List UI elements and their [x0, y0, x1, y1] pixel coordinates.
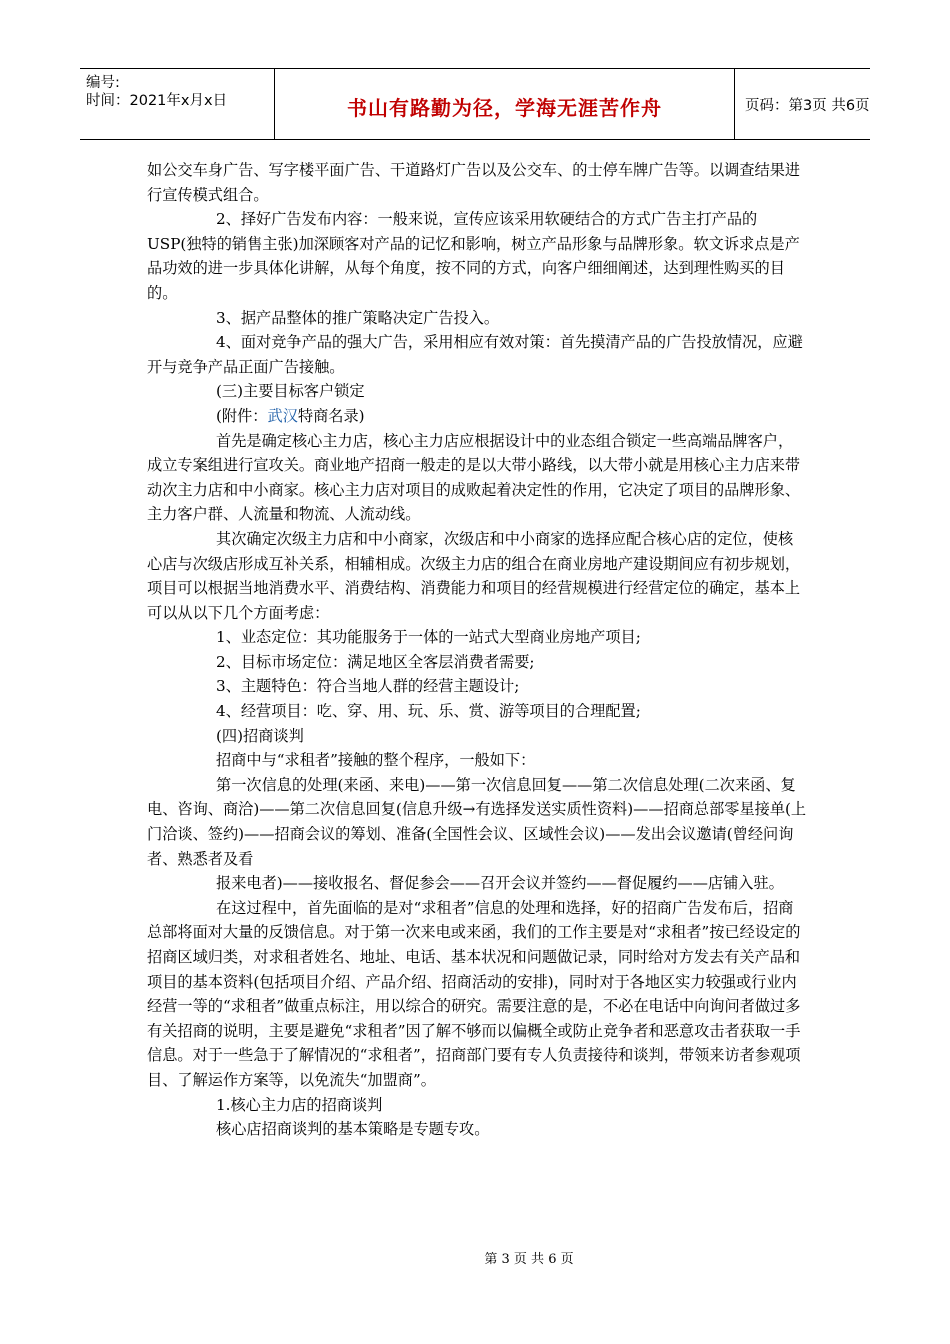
- paragraph: 2、择好广告发布内容：一般来说，宣传应该采用软硬结合的方式广告主打产品的USP(独特的销售主张)加深顾客对产品的记忆和影响，树立产品形象与品牌形象。软文诉求点是产品功效的进一步具体化讲解，从每个角度，按不同的方式，向客户细细阐述，达到理性购买的目的。: [147, 210, 800, 302]
- section-heading: 1.核心主力店的招商谈判: [216, 1095, 383, 1114]
- header-motto: 书山有路勤为径，学海无涯苦作舟: [347, 96, 662, 120]
- paragraph: 第一次信息的处理(来函、来电)——第一次信息回复——第二次信息处理(二次来函、复电、咨询、商洽)——第二次信息回复(信息升级→有选择发送实质性资料)——招商总部零星接单(上门洽谈、签约)——招商会议的筹划、准备(全国性会议、区域性会议)——发出会议邀请(曾经问询者、熟悉者及看: [147, 775, 807, 868]
- paragraph: 招商中与“求租者”接触的整个程序，一般如下：: [216, 751, 536, 770]
- paragraph: 报来电者)——接收报名、督促参会——召开会议并签约——督促履约——店铺入驻。: [216, 874, 784, 893]
- header-motto-cell: [275, 69, 735, 139]
- page-footer: [0, 1248, 950, 1267]
- document-body: [147, 158, 807, 1142]
- list-item: 3、主题特色：符合当地人群的经营主题设计;: [216, 677, 520, 696]
- section-heading: (四)招商谈判: [216, 726, 304, 745]
- paragraph: 核心店招商谈判的基本策略是专题专攻。: [216, 1120, 490, 1139]
- header-page-number: 页码：第3页 共6页: [745, 98, 870, 114]
- footer-page-number: 第 3 页 共 6 页: [484, 1252, 574, 1267]
- attachment-note: [147, 404, 807, 429]
- attachment-prefix: (附件：: [216, 406, 268, 425]
- paragraph: 首先是确定核心主力店，核心主力店应根据设计中的业态组合锁定一些高端品牌客户，成立专案组进行宣攻关。商业地产招商一般走的是以大带小路线，以大带小就是用核心主力店来带动次主力店和中小商家。核心主力店对项目的成败起着决定性的作用，它决定了项目的品牌形象、主力客户群、人流量和物流、人流动线。: [147, 431, 801, 524]
- paragraph: 其次确定次级主力店和中小商家，次级店和中小商家的选择应配合核心店的定位，使核心店与次级店形成互补关系，相辅相成。次级主力店的组合在商业房地产建设期间应有初步规划，项目可以根据当地消费水平、消费结构、消费能力和项目的经营规模进行经营定位的确定，基本上可以从以下几个方面考虑：: [147, 529, 801, 622]
- section-heading: (三)主要目标客户锁定: [216, 382, 365, 401]
- paragraph: 4、面对竞争产品的强大广告，采用相应有效对策：首先摸清产品的广告投放情况，应避开与竞争产品正面广告接触。: [147, 333, 803, 376]
- paragraph: 在这过程中，首先面临的是对“求租者”信息的处理和选择，好的招商广告发布后，招商总部将面对大量的反馈信息。对于第一次来电或来函，我们的工作主要是对“求租者”按已经设定的招商区域归类，对求租者姓名、地址、电话、基本状况和问题做记录，同时给对方发去有关产品和项目的基本资料(包括项目介绍、产品介绍、招商活动的安排)，同时对于各地区实力较强或行业内经营一等的“求租者”做重点标注，用以综合的研究。需要注意的是，不必在电话中向询问者做过多有关招商的说明，主要是避免“求租者”因了解不够而以偏概全或防止竞争者和恶意攻击者获取一手信息。对于一些急于了解情况的“求租者”，招商部门要有专人负责接待和谈判，带领来访者参观项目、了解运作方案等，以免流失“加盟商”。: [147, 898, 801, 1089]
- attachment-suffix: 特商名录): [297, 406, 365, 425]
- list-item: 4、经营项目：吃、穿、用、玩、乐、赏、游等项目的合理配置;: [216, 702, 641, 721]
- paragraph: 3、据产品整体的推广策略决定广告投入。: [216, 308, 500, 327]
- list-item: 1、业态定位：其功能服务于一体的一站式大型商业房地产项目;: [216, 628, 641, 647]
- document-date: 时间：2021年x月x日: [86, 93, 228, 109]
- list-item: 2、目标市场定位：满足地区全客层消费者需要;: [216, 652, 535, 671]
- header-page-cell: [735, 69, 870, 139]
- page-header: [80, 68, 870, 140]
- attachment-link[interactable]: 武汉: [267, 406, 298, 425]
- paragraph: 如公交车身广告、写字楼平面广告、干道路灯广告以及公交车、的士停车牌广告等。以调查结果进行宣传模式组合。: [147, 161, 801, 204]
- document-number-label: 编号:: [86, 75, 120, 91]
- header-meta: [80, 69, 275, 139]
